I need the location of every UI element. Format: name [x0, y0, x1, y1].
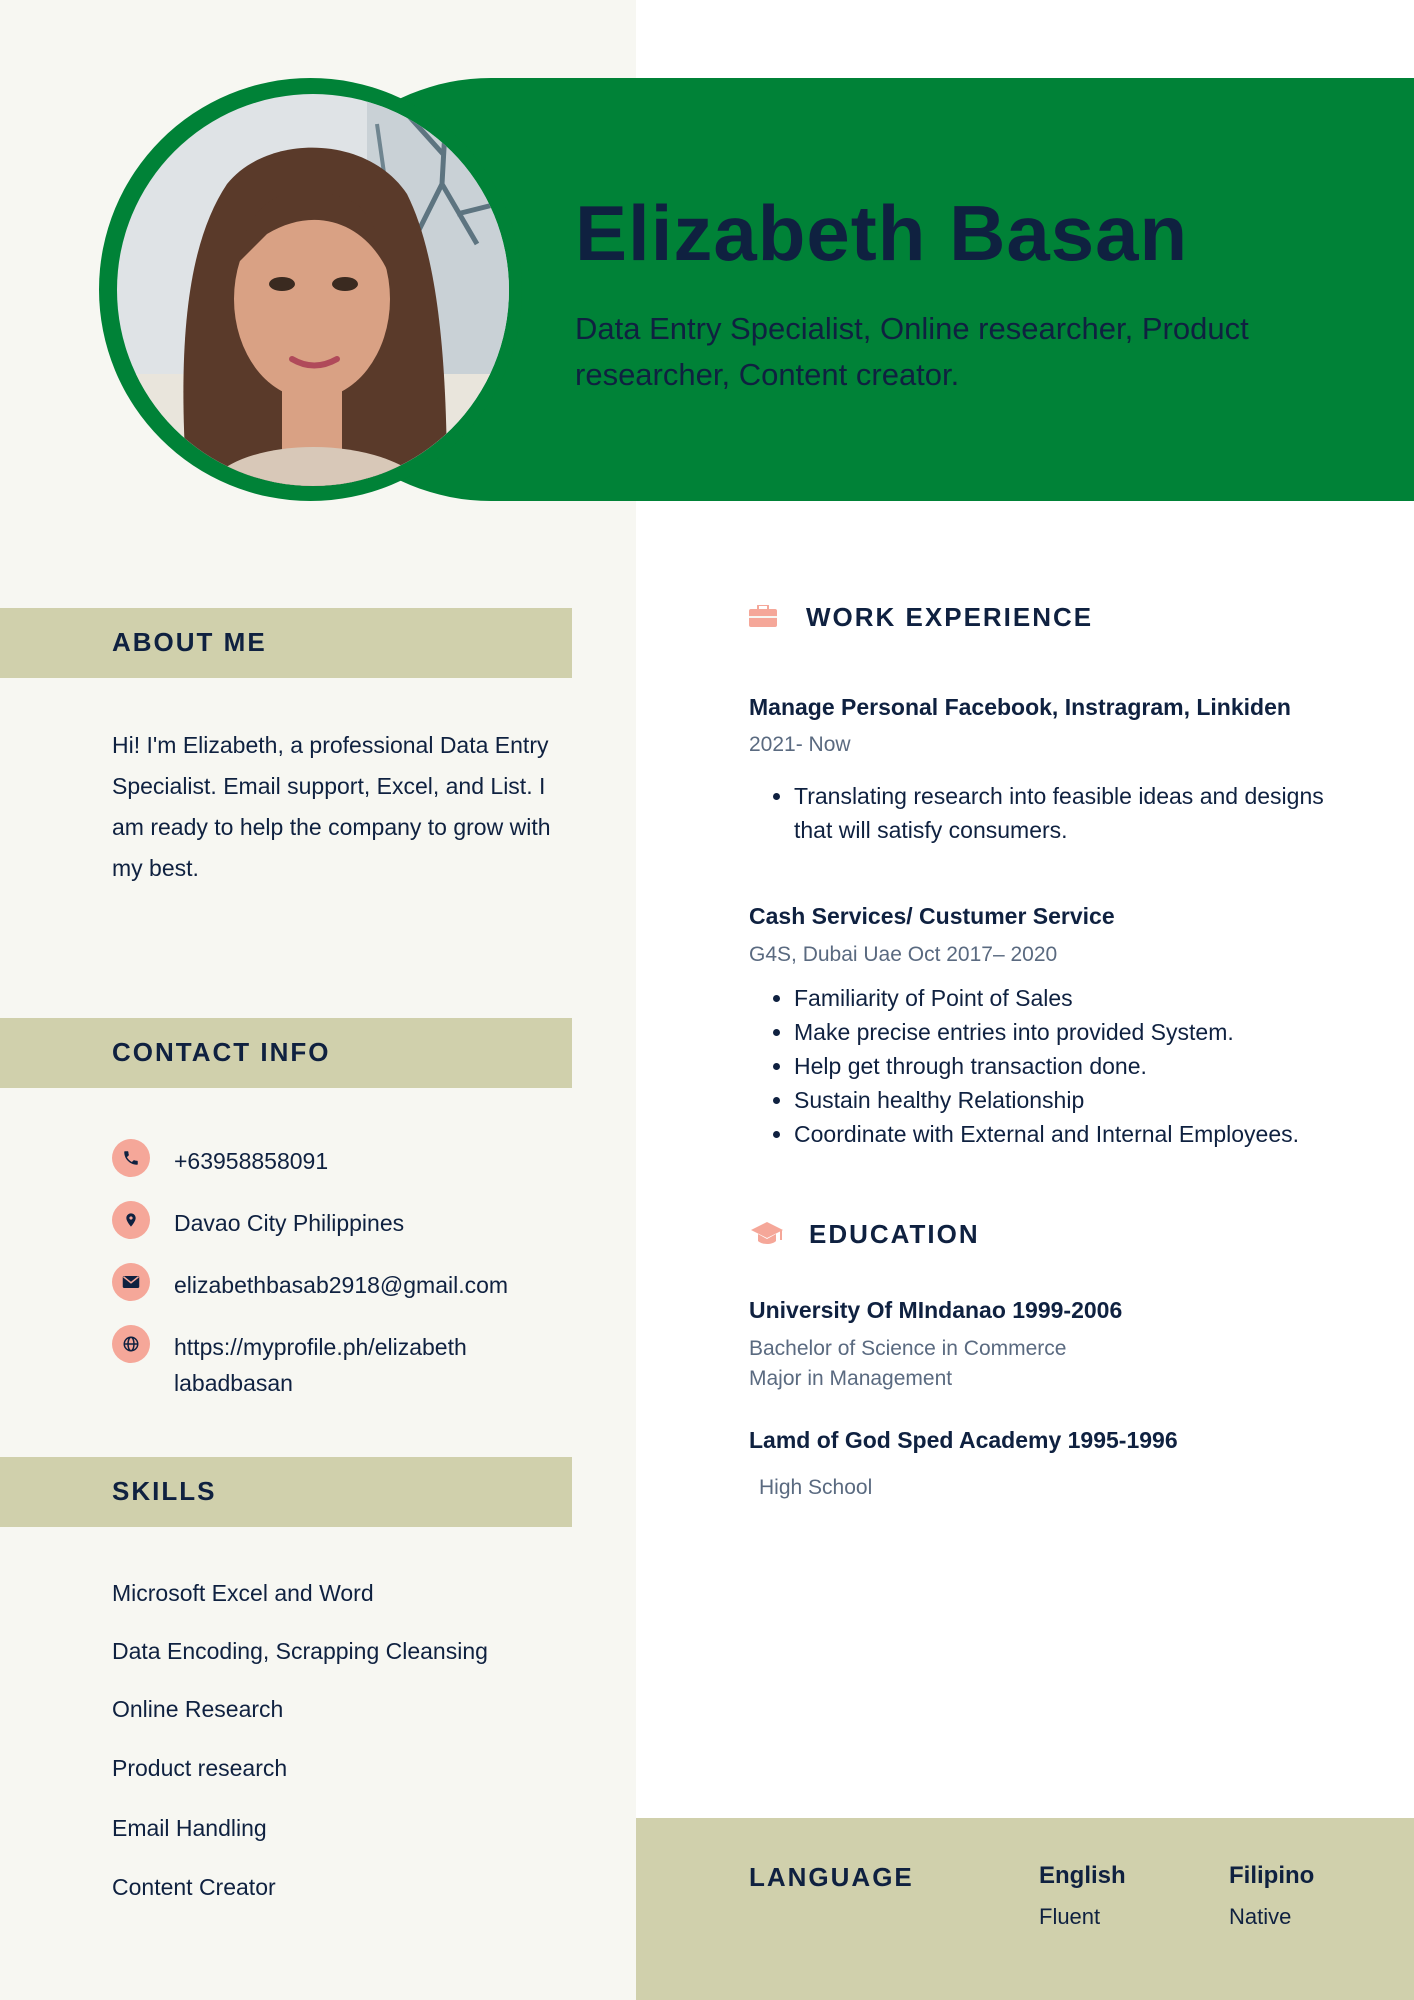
language-level: Native: [1229, 1904, 1292, 1929]
language-title: LANGUAGE: [749, 1862, 914, 1892]
location-pin-icon: [112, 1201, 150, 1239]
education-title: EDUCATION: [809, 1219, 980, 1249]
school-name: University Of MIndanao 1999-2006: [749, 1297, 1123, 1323]
job-bullets: [749, 779, 1354, 847]
contact-phone-text: +63958858091: [174, 1148, 329, 1174]
school-name: Lamd of God Sped Academy 1995-1996: [749, 1427, 1178, 1453]
contact-title: CONTACT INFO: [112, 1037, 331, 1067]
envelope-icon: [112, 1263, 150, 1301]
job-bullet: • Translating research into feasible ideas and designs that will satisfy consumers.: [794, 779, 1354, 847]
language-name: Filipino: [1229, 1862, 1315, 1889]
job-bullet: • Make precise entries into provided System.: [794, 1015, 1354, 1049]
skill-item: Email Handling: [112, 1815, 267, 1841]
job-bullet: • Coordinate with External and Internal Employees.: [794, 1117, 1354, 1151]
contact-email-text: elizabethbasab2918@gmail.com: [174, 1272, 509, 1298]
skills-title: SKILLS: [112, 1476, 217, 1506]
contact-location-text: Davao City Philippines: [174, 1210, 405, 1236]
job-bullets: [749, 981, 1354, 1151]
contact-section-header: [0, 1018, 572, 1088]
skill-item: Content Creator: [112, 1874, 276, 1900]
contact-website-text: [174, 1329, 467, 1401]
about-title: ABOUT ME: [112, 627, 267, 657]
graduation-cap-icon: [751, 1222, 783, 1251]
job-meta: G4S, Dubai Uae Oct 2017– 2020: [749, 943, 1058, 966]
language-name: English: [1039, 1862, 1126, 1889]
job-meta: 2021- Now: [749, 733, 851, 756]
job-bullet: • Sustain healthy Relationship: [794, 1083, 1354, 1117]
globe-icon: [112, 1325, 150, 1363]
about-text: Hi! I'm Elizabeth, a professional Data Entry Specialist. Email support, Excel, and List. I am ready to help the company to grow with my best.: [112, 732, 551, 881]
school-degree: Bachelor of Science in Commerce: [749, 1337, 1067, 1360]
website-line-2: labadbasan: [174, 1370, 293, 1396]
skill-item: Data Encoding, Scrapping Cleansing: [112, 1638, 488, 1664]
skill-item: Microsoft Excel and Word: [112, 1580, 374, 1606]
work-experience-title: WORK EXPERIENCE: [806, 602, 1094, 632]
skill-item: Product research: [112, 1755, 288, 1781]
school-level: High School: [759, 1476, 873, 1499]
job-title: Manage Personal Facebook, Instragram, Linkiden: [749, 694, 1291, 720]
website-line-1: https://myprofile.ph/elizabeth: [174, 1334, 467, 1360]
profile-photo: [117, 94, 509, 486]
language-band: [636, 1818, 1414, 2000]
briefcase-icon: [749, 605, 777, 632]
job-title: Cash Services/ Custumer Service: [749, 903, 1115, 929]
job-bullet: • Familiarity of Point of Sales: [794, 981, 1354, 1015]
skill-item: Online Research: [112, 1696, 284, 1722]
candidate-name: Elizabeth Basan: [575, 189, 1189, 277]
skills-section-header: [0, 1457, 572, 1527]
phone-icon: [112, 1139, 150, 1177]
candidate-tagline: Data Entry Specialist, Online researcher, Product researcher, Content creator.: [575, 311, 1249, 392]
school-major: Major in Management: [749, 1367, 953, 1390]
about-section-header: [0, 608, 572, 678]
job-bullet: • Help get through transaction done.: [794, 1049, 1354, 1083]
language-level: Fluent: [1039, 1904, 1101, 1929]
